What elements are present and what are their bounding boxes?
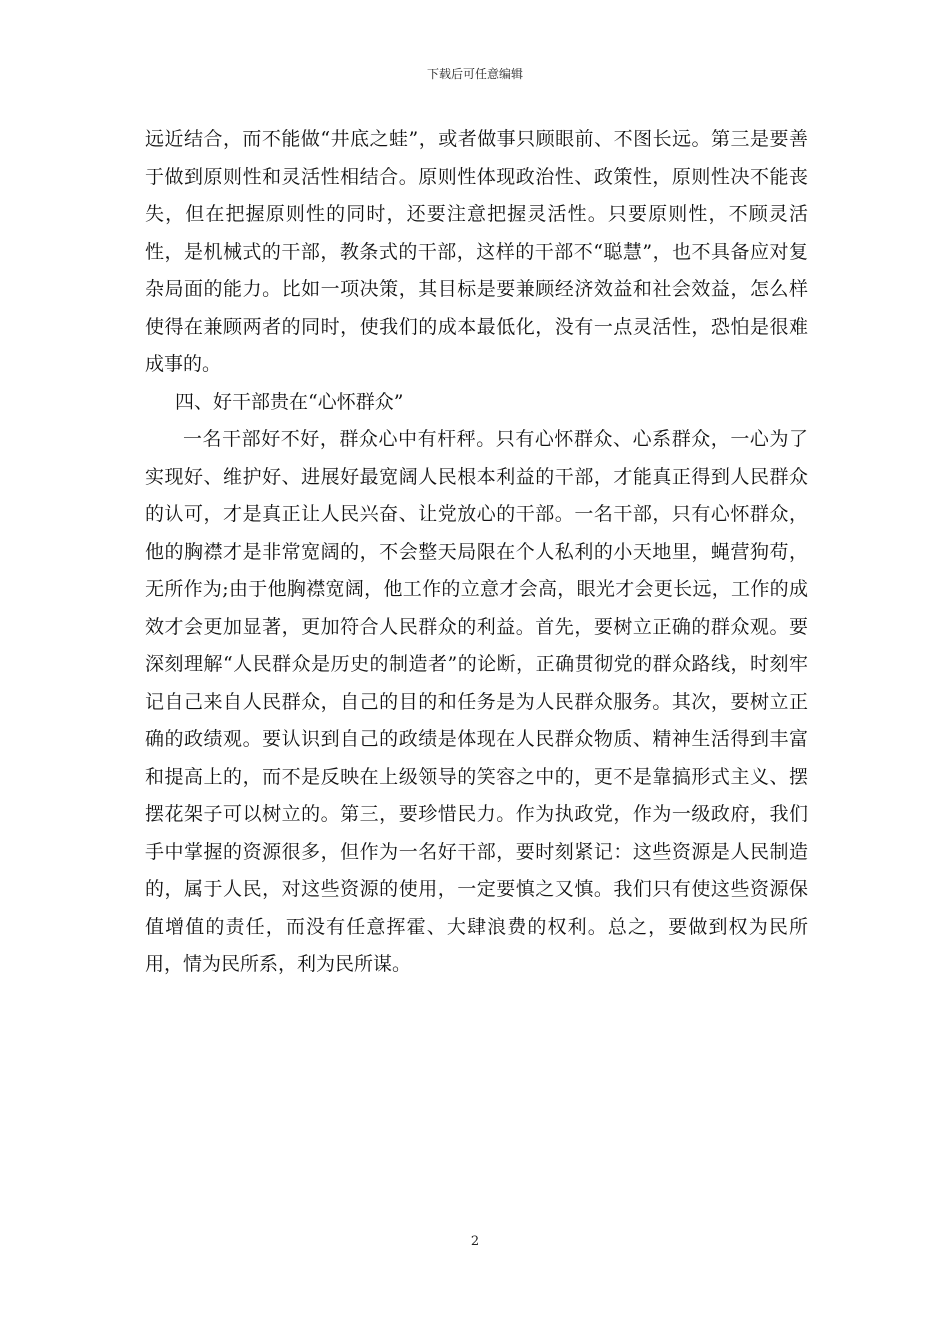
section-heading: 四、好干部贵在“心怀群众” xyxy=(175,390,404,413)
paragraph-continuation: 远近结合，而不能做“井底之蛙”，或者做事只顾眼前、不图长远。第三是要善于做到原则性和灵活性相结合。原则性体现政治性、政策性，原则性决不能丧失，但在把握原则性的同时，还要注意把握灵活性。只要原则性，不顾灵活性，是机械式的干部，教条式的干部，这样的干部不“聪慧”，也不具备应对复杂局面的能力。比如一项决策，其目标是要兼顾经济效益和社会效益，怎么样使得在兼顾两者的同时，使我们的成本最低化，没有一点灵活性，恐怕是很难成事的。 xyxy=(145,128,808,375)
document-body xyxy=(145,121,808,984)
page-header: 下载后可任意编辑 xyxy=(426,67,523,81)
page-number: 2 xyxy=(470,1234,480,1249)
paragraph-body: 一名干部好不好，群众心中有杆秤。只有心怀群众、心系群众，一心为了实现好、维护好、进展好最宽阔人民根本利益的干部，才能真正得到人民群众的认可，才是真正让人民兴奋、让党放心的干部。一名干部，只有心怀群众，他的胸襟才是非常宽阔的，不会整天局限在个人私利的小天地里，蝇营狗苟，无所作为;由于他胸襟宽阔，他工作的立意才会高，眼光才会更长远，工作的成效才会更加显著，更加符合人民群众的利益。首先，要树立正确的群众观。要深刻理解“人民群众是历史的制造者”的论断，正确贯彻党的群众路线，时刻牢记自己来自人民群众，自己的目的和任务是为人民群众服务。其次，要树立正确的政绩观。要认识到自己的政绩是体现在人民群众物质、精神生活得到丰富和提高上的，而不是反映在上级领导的笑容之中的，更不是靠搞形式主义、摆摆花架子可以树立的。第三，要珍惜民力。作为执政党，作为一级政府，我们手中掌握的资源很多，但作为一名好干部，要时刻紧记：这些资源是人民制造的，属于人民，对这些资源的使用，一定要慎之又慎。我们只有使这些资源保值增值的责任，而没有任意挥霍、大肆浪费的权利。总之，要做到权为民所用，情为民所系，利为民所谋。 xyxy=(145,428,808,975)
